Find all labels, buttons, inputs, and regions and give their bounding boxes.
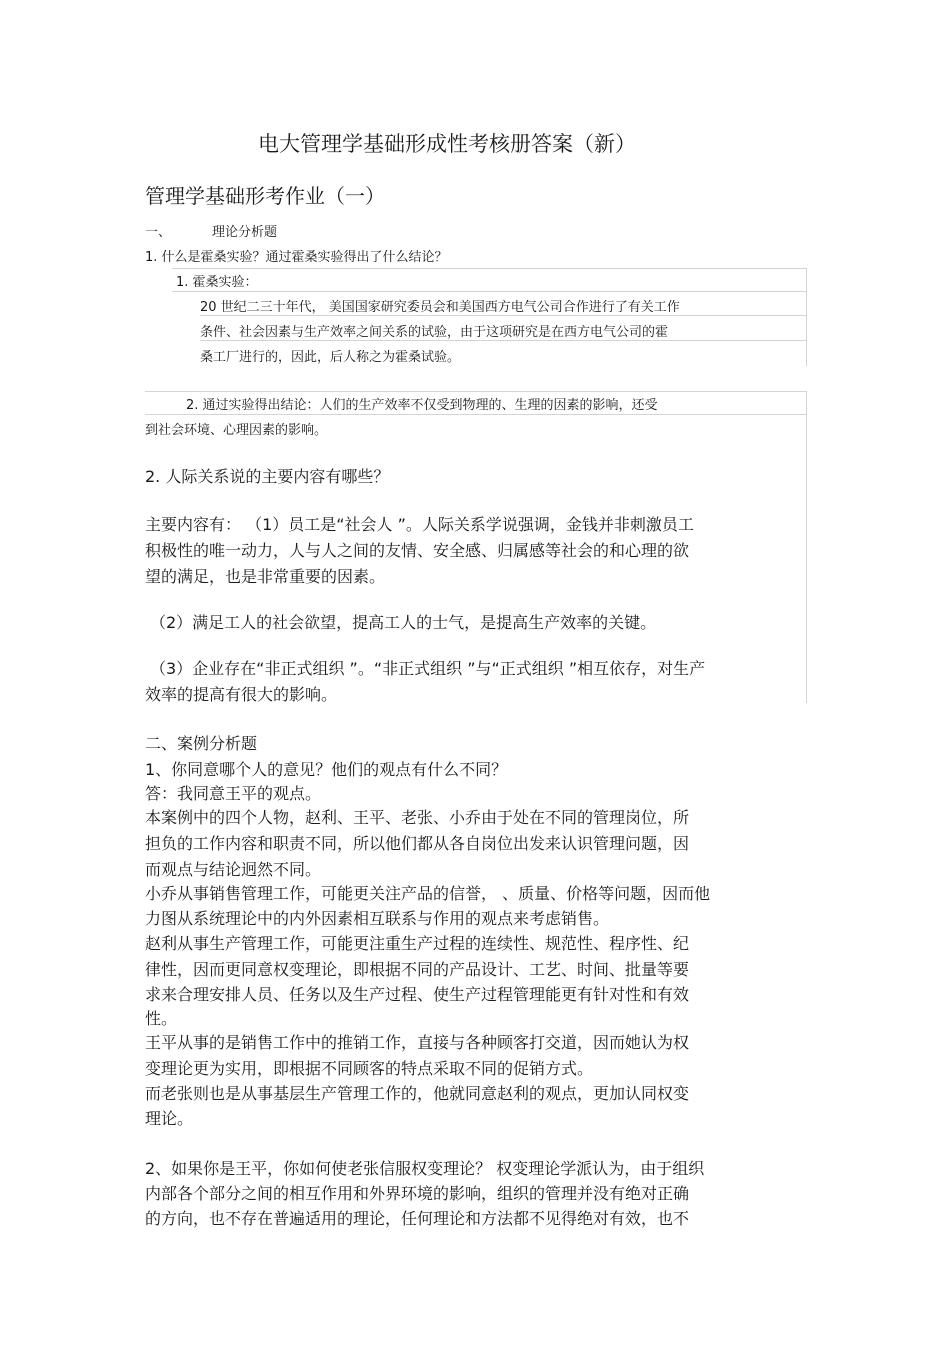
case-line: 变理论更为实用，即根据不同顾客的特点采取不同的促销方式。 [145, 1059, 594, 1078]
table-row [172, 268, 806, 292]
case-line: 王平从事的是销售工作中的推销工作，直接与各种顾客打交道，因而她认为权 [145, 1033, 690, 1052]
answer-line: 主要内容有： （1）员工是“社会人 ”。人际关系学说强调，金钱并非刺激员工 [145, 515, 694, 534]
case-line: 而观点与结论迥然不同。 [145, 860, 322, 879]
case-line: 而老张则也是从事基层生产管理工作的，他就同意赵利的观点，更加认同权变 [145, 1084, 690, 1103]
case-line: 求来合理安排人员、任务以及生产过程、使生产过程管理能更有针对性和有效 [145, 985, 690, 1004]
divider [806, 268, 807, 366]
case-line: 内部各个部分之间的相互作用和外界环境的影响，组织的管理并没有绝对正确 [145, 1184, 690, 1203]
answer-line: 望的满足，也是非常重要的因素。 [145, 567, 386, 586]
case-line: 2、如果你是王平，你如何使老张信服权变理论？ 权变理论学派认为，由于组织 [145, 1159, 705, 1178]
section-title: 二、案例分析题 [145, 734, 258, 753]
case-line: 赵利从事生产管理工作，可能更注重生产过程的连续性、规范性、程序性、纪 [145, 934, 690, 953]
case-line: 律性，因而更同意权变理论，即根据不同的产品设计、工艺、时间、批量等要 [145, 960, 690, 979]
case-line: 担负的工作内容和职责不同，所以他们都从各自岗位出发来认识管理问题，因 [145, 834, 690, 853]
answer-line: （3）企业存在“非正式组织 ”。“非正式组织 ”与“正式组织 ”相互依存，对生产 [150, 659, 706, 678]
case-line: 本案例中的四个人物，赵利、王平、老张、小乔由于处在不同的管理岗位，所 [145, 808, 690, 827]
assignment-heading: 管理学基础形考作业（一） [145, 184, 385, 208]
case-line: 力图从系统理论中的内外因素相互联系与作用的观点来考虑销售。 [145, 909, 610, 928]
answer-line: 效率的提高有很大的影响。 [145, 685, 338, 704]
divider [806, 391, 807, 703]
question-2: 2. 人际关系说的主要内容有哪些？ [145, 467, 390, 486]
case-line: 理论。 [145, 1109, 194, 1128]
document-title: 电大管理学基础形成性考核册答案（新） [258, 132, 636, 156]
answer-line: 20 世纪二三十年代， 美国国家研究委员会和美国西方电气公司合作进行了有关工作 [200, 300, 680, 315]
section-title: 理论分析题 [212, 225, 278, 240]
case-line: 的方向，也不存在普遍适用的理论，任何理论和方法都不见得绝对有效，也不 [145, 1209, 690, 1228]
conclusion-line: 到社会环境、心理因素的影响。 [145, 423, 328, 438]
question-1: 1. 什么是霍桑实验？通过霍桑实验得出了什么结论？ [145, 250, 448, 265]
answer-line: 桑工厂进行的，因此，后人称之为霍桑试验。 [200, 350, 461, 365]
answer-paragraph: （2）满足工人的社会欲望，提高工人的士气，是提高生产效率的关键。 [150, 613, 657, 632]
conclusion-line: 2. 通过实验得出结论：人们的生产效率不仅受到物理的、生理的因素的影响，还受 [186, 398, 658, 413]
case-line: 性。 [145, 1009, 178, 1028]
case-line: 答：我同意王平的观点。 [145, 784, 322, 803]
answer-line: 条件、社会因素与生产效率之间关系的试验，由于这项研究是在西方电气公司的霍 [200, 325, 669, 340]
case-line: 1、你同意哪个人的意见？他们的观点有什么不同？ [145, 760, 508, 779]
section-number: 一、 [145, 225, 172, 240]
sub-answer-label: 1. 霍桑实验： [176, 275, 258, 290]
answer-line: 积极性的唯一动力，人与人之间的友情、安全感、归属感等社会的和心理的欲 [145, 541, 690, 560]
case-line: 小乔从事销售管理工作，可能更关注产品的信誉， 、质量、价格等问题，因而他 [145, 884, 711, 903]
